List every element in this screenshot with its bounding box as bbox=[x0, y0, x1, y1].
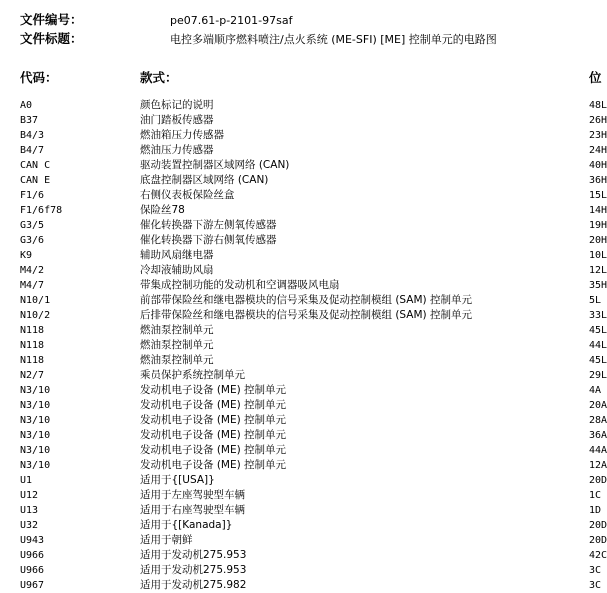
component-code: U1 bbox=[20, 475, 33, 486]
component-description: 发动机电子设备 (ME) 控制单元 bbox=[140, 459, 287, 471]
component-list bbox=[0, 98, 607, 593]
component-position: 10L bbox=[589, 250, 607, 261]
table-row bbox=[0, 578, 604, 593]
table-row bbox=[0, 428, 607, 443]
table-row bbox=[0, 323, 607, 338]
table-row bbox=[0, 413, 607, 428]
component-position: 44L bbox=[589, 340, 607, 351]
component-code: N10/2 bbox=[20, 310, 51, 321]
component-code: N118 bbox=[20, 355, 45, 366]
component-position: 20D bbox=[589, 535, 607, 546]
component-description: 发动机电子设备 (ME) 控制单元 bbox=[140, 414, 287, 426]
table-row bbox=[0, 233, 607, 248]
table-row bbox=[0, 473, 607, 488]
table-row bbox=[0, 353, 607, 368]
table-row bbox=[0, 443, 607, 458]
component-code: N3/10 bbox=[20, 430, 51, 441]
component-position: 20A bbox=[589, 400, 607, 411]
component-code: U32 bbox=[20, 520, 39, 531]
table-row bbox=[0, 488, 604, 503]
component-position: 24H bbox=[589, 145, 607, 156]
component-description: 适用于左座驾驶型车辆 bbox=[140, 489, 245, 501]
component-code: N3/10 bbox=[20, 415, 51, 426]
table-row bbox=[0, 293, 604, 308]
component-code: CAN E bbox=[20, 175, 51, 186]
component-position: 33L bbox=[589, 310, 607, 321]
component-code: B4/3 bbox=[20, 130, 45, 141]
component-description: 带集成控制功能的发动机和空调器吸风电扇 bbox=[140, 279, 340, 291]
component-description: 右侧仪表板保险丝盒 bbox=[140, 189, 235, 201]
component-description: 适用于{[Kanada]} bbox=[140, 519, 233, 531]
component-position: 45L bbox=[589, 325, 607, 336]
component-description: 驱动装置控制器区域网络 (CAN) bbox=[140, 159, 290, 171]
component-description: 前部带保险丝和继电器模块的信号采集及促动控制模组 (SAM) 控制单元 bbox=[140, 294, 472, 306]
component-description: 催化转换器下游左侧氧传感器 bbox=[140, 219, 277, 231]
component-position: 12A bbox=[589, 460, 607, 471]
component-description: 发动机电子设备 (ME) 控制单元 bbox=[140, 399, 287, 411]
component-position: 26H bbox=[589, 115, 607, 126]
component-position: 1D bbox=[589, 505, 602, 516]
component-description: 油门踏板传感器 bbox=[140, 114, 214, 126]
component-code: U966 bbox=[20, 565, 45, 576]
component-code: N10/1 bbox=[20, 295, 51, 306]
table-row bbox=[0, 113, 607, 128]
table-row bbox=[0, 98, 607, 113]
component-position: 35H bbox=[589, 280, 607, 291]
component-position: 4A bbox=[589, 385, 602, 396]
component-code: N118 bbox=[20, 325, 45, 336]
component-code: M4/2 bbox=[20, 265, 45, 276]
table-row bbox=[0, 383, 604, 398]
table-row bbox=[0, 263, 607, 278]
column-header-pos: 位 bbox=[589, 70, 602, 85]
component-code: U943 bbox=[20, 535, 45, 546]
component-position: 48L bbox=[589, 100, 607, 111]
component-description: 燃油泵控制单元 bbox=[140, 354, 214, 366]
table-row bbox=[0, 503, 604, 518]
component-description: 底盘控制器区域网络 (CAN) bbox=[140, 174, 269, 186]
component-code: U13 bbox=[20, 505, 39, 516]
component-code: N3/10 bbox=[20, 400, 51, 411]
table-row bbox=[0, 458, 607, 473]
component-code: U12 bbox=[20, 490, 39, 501]
component-description: 辅助风扇继电器 bbox=[140, 249, 214, 261]
component-code: B37 bbox=[20, 115, 39, 126]
component-position: 36A bbox=[589, 430, 607, 441]
component-position: 29L bbox=[589, 370, 607, 381]
table-row bbox=[0, 398, 607, 413]
component-description: 冷却液辅助风扇 bbox=[140, 264, 214, 276]
component-code: G3/5 bbox=[20, 220, 45, 231]
component-position: 23H bbox=[589, 130, 607, 141]
component-description: 燃油泵控制单元 bbox=[140, 339, 214, 351]
component-position: 20D bbox=[589, 475, 607, 486]
component-code: A0 bbox=[20, 100, 33, 111]
table-row bbox=[0, 173, 607, 188]
column-header-code: 代码： bbox=[20, 70, 58, 85]
component-code: M4/7 bbox=[20, 280, 45, 291]
component-code: CAN C bbox=[20, 160, 51, 171]
table-row bbox=[0, 563, 604, 578]
doc-number-value: pe07.61-p-2101-97saf bbox=[170, 14, 293, 27]
component-position: 20H bbox=[589, 235, 607, 246]
table-row bbox=[0, 548, 607, 563]
component-position: 45L bbox=[589, 355, 607, 366]
component-position: 44A bbox=[589, 445, 607, 456]
component-code: N3/10 bbox=[20, 460, 51, 471]
component-description: 适用于发动机275.953 bbox=[140, 564, 247, 576]
component-description: 适用于发动机275.982 bbox=[140, 579, 247, 591]
component-description: 发动机电子设备 (ME) 控制单元 bbox=[140, 384, 287, 396]
component-code: K9 bbox=[20, 250, 33, 261]
component-description: 适用于朝鲜 bbox=[140, 534, 193, 546]
component-code: F1/6 bbox=[20, 190, 45, 201]
table-row bbox=[0, 188, 607, 203]
component-description: 后排带保险丝和继电器模块的信号采集及促动控制模组 (SAM) 控制单元 bbox=[140, 309, 472, 321]
component-code: B4/7 bbox=[20, 145, 45, 156]
table-row bbox=[0, 368, 607, 383]
component-code: N118 bbox=[20, 340, 45, 351]
table-row bbox=[0, 533, 607, 548]
component-position: 42C bbox=[589, 550, 607, 561]
column-header-desc: 款式： bbox=[140, 70, 178, 85]
table-row bbox=[0, 278, 607, 293]
table-row bbox=[0, 143, 607, 158]
table-row bbox=[0, 518, 607, 533]
table-row bbox=[0, 248, 607, 263]
component-position: 3C bbox=[589, 580, 602, 591]
component-position: 5L bbox=[589, 295, 602, 306]
component-code: N3/10 bbox=[20, 445, 51, 456]
component-description: 适用于右座驾驶型车辆 bbox=[140, 504, 245, 516]
component-code: N2/7 bbox=[20, 370, 45, 381]
table-row bbox=[0, 338, 607, 353]
component-description: 适用于发动机275.953 bbox=[140, 549, 247, 561]
component-description: 乘员保护系统控制单元 bbox=[140, 369, 245, 381]
component-position: 15L bbox=[589, 190, 607, 201]
component-code: U967 bbox=[20, 580, 45, 591]
doc-number-label: 文件编号： bbox=[20, 12, 83, 27]
component-description: 保险丝78 bbox=[140, 204, 185, 216]
table-row bbox=[0, 308, 607, 323]
component-position: 20D bbox=[589, 520, 607, 531]
component-description: 颜色标记的说明 bbox=[140, 99, 214, 111]
component-position: 3C bbox=[589, 565, 602, 576]
component-position: 36H bbox=[589, 175, 607, 186]
component-position: 19H bbox=[589, 220, 607, 231]
component-code: F1/6f78 bbox=[20, 205, 63, 216]
component-description: 催化转换器下游右侧氧传感器 bbox=[140, 234, 277, 246]
component-description: 燃油压力传感器 bbox=[140, 144, 214, 156]
component-description: 燃油泵控制单元 bbox=[140, 324, 214, 336]
component-position: 12L bbox=[589, 265, 607, 276]
table-row bbox=[0, 128, 607, 143]
component-position: 1C bbox=[589, 490, 602, 501]
table-row bbox=[0, 158, 607, 173]
component-position: 14H bbox=[589, 205, 607, 216]
component-description: 适用于{[USA]} bbox=[140, 474, 215, 486]
component-description: 发动机电子设备 (ME) 控制单元 bbox=[140, 429, 287, 441]
component-position: 40H bbox=[589, 160, 607, 171]
component-code: G3/6 bbox=[20, 235, 45, 246]
component-description: 发动机电子设备 (ME) 控制单元 bbox=[140, 444, 287, 456]
table-row bbox=[0, 218, 607, 233]
table-row bbox=[0, 203, 607, 218]
component-code: U966 bbox=[20, 550, 45, 561]
component-description: 燃油箱压力传感器 bbox=[140, 129, 224, 141]
component-code: N3/10 bbox=[20, 385, 51, 396]
doc-title-value: 电控多端顺序燃料喷注/点火系统 (ME-SFI) [ME] 控制单元的电路图 bbox=[170, 33, 497, 46]
doc-title-label: 文件标题： bbox=[20, 31, 83, 46]
component-position: 28A bbox=[589, 415, 607, 426]
